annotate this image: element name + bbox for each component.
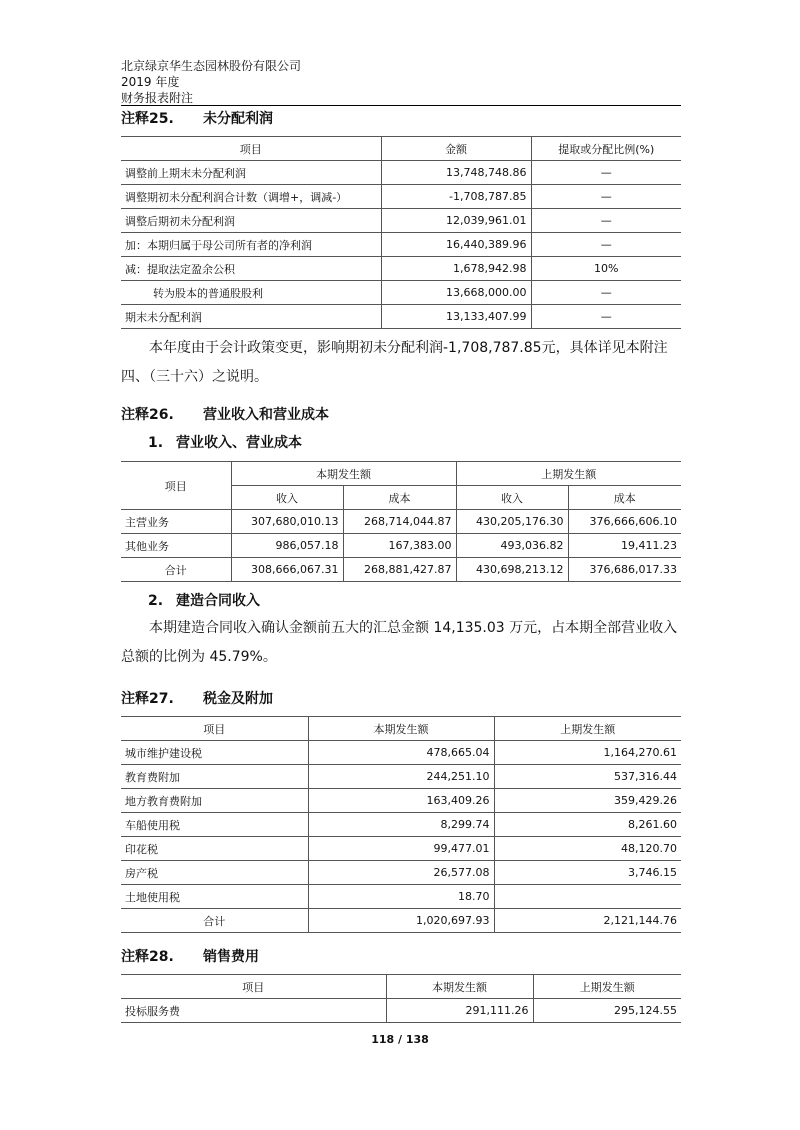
table-row	[121, 909, 681, 933]
table-row	[121, 510, 681, 534]
row-item: 期末未分配利润	[121, 305, 381, 329]
document-type: 财务报表附注	[121, 91, 194, 105]
row-current: 1,020,697.93	[308, 909, 494, 933]
row-ratio: —	[531, 305, 681, 329]
row-item: 调整后期初未分配利润	[121, 209, 381, 233]
row-item: 调整前上期末未分配利润	[121, 161, 381, 185]
table-row	[121, 861, 681, 885]
table-header-row	[121, 975, 681, 999]
note27-number: 注释27.	[121, 691, 174, 707]
row-ratio: 10%	[531, 257, 681, 281]
sub1-number: 1.	[148, 435, 164, 451]
row-current-cost: 268,881,427.87	[343, 558, 456, 582]
row-prior-revenue: 430,205,176.30	[456, 510, 568, 534]
row-prior: 48,120.70	[494, 837, 681, 861]
table-row	[121, 837, 681, 861]
table-row	[121, 534, 681, 558]
row-amount: 13,748,748.86	[381, 161, 531, 185]
note27-title: 税金及附加	[203, 691, 273, 707]
col-header-prior: 上期发生额	[456, 462, 681, 486]
table-row	[121, 558, 681, 582]
row-prior: 2,121,144.76	[494, 909, 681, 933]
note25-title: 未分配利润	[203, 111, 273, 127]
row-item: 地方教育费附加	[121, 789, 308, 813]
note28-title: 销售费用	[203, 949, 259, 965]
row-current: 26,577.08	[308, 861, 494, 885]
note28-table	[121, 974, 681, 1023]
col-header-item: 项目	[121, 717, 308, 741]
row-prior-cost: 376,686,017.33	[568, 558, 681, 582]
table-row	[121, 789, 681, 813]
row-item: 加：本期归属于母公司所有者的净利润	[121, 233, 381, 257]
table-row	[121, 765, 681, 789]
row-item: 其他业务	[121, 534, 231, 558]
row-amount: 1,678,942.98	[381, 257, 531, 281]
col-header-item: 项目	[121, 462, 231, 510]
table-row	[121, 233, 681, 257]
row-current-cost: 268,714,044.87	[343, 510, 456, 534]
table-row	[121, 813, 681, 837]
row-item: 转为股本的普通股股利	[121, 281, 381, 305]
company-name: 北京绿京华生态园林股份有限公司	[121, 59, 302, 73]
col-header-current: 本期发生额	[308, 717, 494, 741]
row-item: 车船使用税	[121, 813, 308, 837]
col-header-item: 项目	[121, 975, 386, 999]
row-prior	[494, 885, 681, 909]
row-prior-revenue: 493,036.82	[456, 534, 568, 558]
note25-heading	[121, 110, 273, 128]
note26-number: 注释26.	[121, 407, 174, 423]
col-header-prior-revenue: 收入	[456, 486, 568, 510]
row-item: 合计	[121, 909, 308, 933]
row-item: 投标服务费	[121, 999, 386, 1023]
col-header-prior: 上期发生额	[494, 717, 681, 741]
col-header-current-cost: 成本	[343, 486, 456, 510]
row-current: 99,477.01	[308, 837, 494, 861]
row-prior: 359,429.26	[494, 789, 681, 813]
row-amount: 12,039,961.01	[381, 209, 531, 233]
row-item: 印花税	[121, 837, 308, 861]
row-prior: 1,164,270.61	[494, 741, 681, 765]
row-ratio: —	[531, 185, 681, 209]
col-header-prior: 上期发生额	[533, 975, 681, 999]
col-header-item: 项目	[121, 137, 381, 161]
row-current: 18.70	[308, 885, 494, 909]
row-prior: 537,316.44	[494, 765, 681, 789]
row-item: 合计	[121, 558, 231, 582]
row-item: 城市维护建设税	[121, 741, 308, 765]
row-prior: 295,124.55	[533, 999, 681, 1023]
row-ratio: —	[531, 233, 681, 257]
col-header-amount: 金额	[381, 137, 531, 161]
row-current-revenue: 986,057.18	[231, 534, 343, 558]
row-item: 减：提取法定盈余公积	[121, 257, 381, 281]
row-amount: 16,440,389.96	[381, 233, 531, 257]
note25-number: 注释25.	[121, 111, 174, 127]
row-current-revenue: 307,680,010.13	[231, 510, 343, 534]
row-item: 房产税	[121, 861, 308, 885]
row-current: 478,665.04	[308, 741, 494, 765]
row-current: 8,299.74	[308, 813, 494, 837]
note26-table	[121, 461, 681, 582]
header-rule	[121, 105, 681, 106]
note26-heading	[121, 406, 329, 424]
row-ratio: —	[531, 209, 681, 233]
note26-sub2-heading	[148, 592, 260, 610]
row-prior: 8,261.60	[494, 813, 681, 837]
table-header-row	[121, 137, 681, 161]
col-header-current: 本期发生额	[386, 975, 533, 999]
row-item: 教育费附加	[121, 765, 308, 789]
row-current: 244,251.10	[308, 765, 494, 789]
note27-heading	[121, 690, 273, 708]
row-prior: 3,746.15	[494, 861, 681, 885]
note25-table	[121, 136, 681, 329]
row-amount: 13,668,000.00	[381, 281, 531, 305]
sub2-number: 2.	[148, 593, 164, 609]
table-row	[121, 161, 681, 185]
sub1-title: 营业收入、营业成本	[176, 435, 302, 451]
row-current-revenue: 308,666,067.31	[231, 558, 343, 582]
sub2-title: 建造合同收入	[176, 593, 260, 609]
col-header-current: 本期发生额	[231, 462, 456, 486]
row-current: 291,111.26	[386, 999, 533, 1023]
note26-title: 营业收入和营业成本	[203, 407, 329, 423]
row-item: 土地使用税	[121, 885, 308, 909]
table-row	[121, 185, 681, 209]
row-ratio: —	[531, 281, 681, 305]
note26-explanation: 本期建造合同收入确认金额前五大的汇总金额 14,135.03 万元，占本期全部营业收入总额的比例为 45.79%。	[121, 620, 678, 665]
table-row	[121, 209, 681, 233]
table-header-row	[121, 717, 681, 741]
row-amount: -1,708,787.85	[381, 185, 531, 209]
note28-heading	[121, 948, 259, 966]
row-prior-revenue: 430,698,213.12	[456, 558, 568, 582]
table-row	[121, 885, 681, 909]
page-number: 118 / 138	[371, 1033, 429, 1046]
row-ratio: —	[531, 161, 681, 185]
note27-table	[121, 716, 681, 933]
col-header-prior-cost: 成本	[568, 486, 681, 510]
row-current: 163,409.26	[308, 789, 494, 813]
row-current-cost: 167,383.00	[343, 534, 456, 558]
table-row	[121, 305, 681, 329]
note25-explanation: 本年度由于会计政策变更，影响期初未分配利润-1,708,787.85元，具体详见本附注四、（三十六）之说明。	[121, 340, 668, 385]
row-prior-cost: 19,411.23	[568, 534, 681, 558]
table-row	[121, 999, 681, 1023]
note28-number: 注释28.	[121, 949, 174, 965]
row-amount: 13,133,407.99	[381, 305, 531, 329]
row-item: 调整期初未分配利润合计数（调增+，调减-）	[121, 185, 381, 209]
col-header-ratio: 提取或分配比例(%)	[531, 137, 681, 161]
table-row	[121, 281, 681, 305]
table-header-row	[121, 462, 681, 486]
row-item: 主营业务	[121, 510, 231, 534]
row-prior-cost: 376,666,606.10	[568, 510, 681, 534]
col-header-current-revenue: 收入	[231, 486, 343, 510]
note26-sub1-heading	[148, 434, 302, 452]
table-row	[121, 257, 681, 281]
table-row	[121, 741, 681, 765]
report-year: 2019 年度	[121, 75, 180, 89]
